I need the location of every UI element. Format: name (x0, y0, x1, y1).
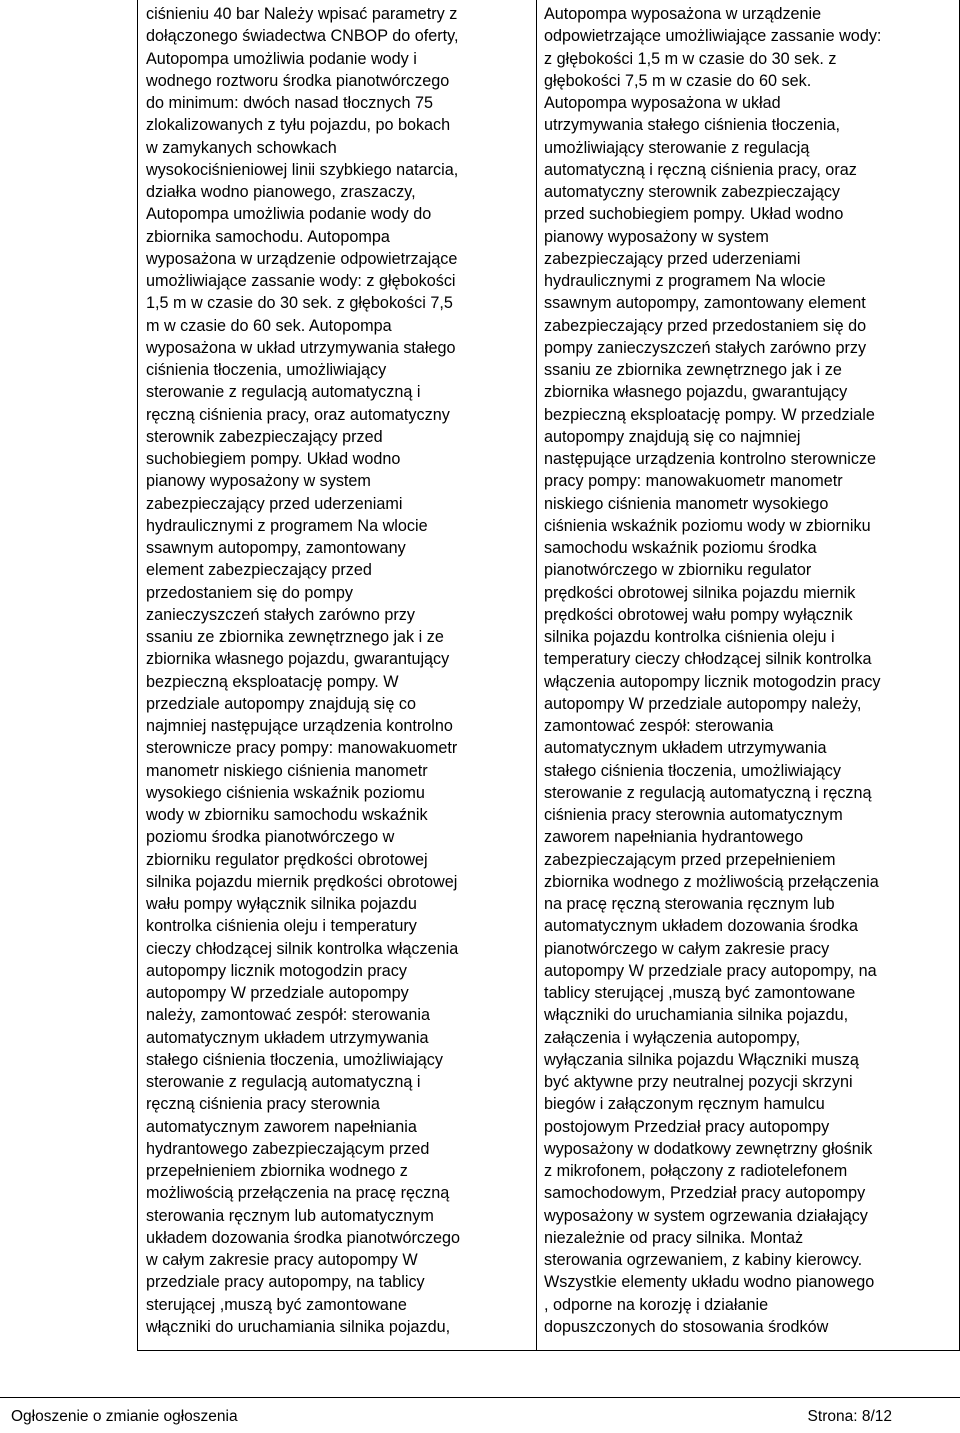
footer-rule (0, 1397, 960, 1398)
page-number: Strona: 8/12 (807, 1408, 892, 1425)
column-divider (536, 0, 537, 1350)
specification-table (137, 0, 960, 1351)
table-cell-right: Autopompa wyposażona w urządzenie odpowietrzające umożliwiające zassanie wody: z głębokości 1,5 m w czasie do 30 sek. z głębokości 7,5 m w czasie do 60 sek. Autopompa wyposażona w układ utrzymywania stałego ciśnienia tłoczenia, umożliwiający sterowanie z regulacją automatyczną i ręczną ciśnienia pracy, oraz automatyczny sterownik zabezpieczający przed suchobiegiem pompy. Układ wodno pianowy wyposażony w system zabezpieczający przed uderzeniami hydraulicznymi z programem Na wlocie ssawnym autopompy, zamontowany element zabezpieczający przed przedostaniem się do pompy zanieczyszczeń stałych zarówno przy ssaniu ze zbiornika zewnętrznego jak i ze zbiornika własnego pojazdu, gwarantujący bezpieczną eksploatację pompy. W przedziale autopompy znajdują się co najmniej następujące urządzenia kontrolno sterownicze pracy pompy: manowakuometr manometr niskiego ciśnienia manometr wysokiego ciśnienia wskaźnik poziomu wody w zbiorniku samochodu wskaźnik poziomu środka pianotwórczego w zbiorniku regulator prędkości obrotowej silnika pojazdu miernik prędkości obrotowej wału pompy wyłącznik silnika pojazdu kontrolka ciśnienia oleju i temperatury cieczy chłodzącej silnik kontrolka włączenia autopompy licznik motogodzin pracy autopompy W przedziale autopompy należy, zamontować zespół: sterowania automatycznym układem utrzymywania stałego ciśnienia tłoczenia, umożliwiający sterowanie z regulacją automatyczną i ręczną ciśnienia pracy sterownia automatycznym zaworem napełniania hydrantowego zabezpieczającym przed przepełnieniem zbiornika wodnego z możliwością przełączenia na pracę ręczną sterowania ręcznym lub automatycznym układem dozowania środka pianotwórczego w całym zakresie pracy autopompy W przedziale pracy autopompy, na tablicy sterującej ,muszą być zamontowane włączniki do uruchamiania silnika pojazdu, załączenia i wyłączenia autopompy, wyłączania silnika pojazdu Włączniki muszą być aktywne przy neutralnej pozycji skrzyni biegów i załączonym ręcznym hamulcu postojowym Przedział pracy autopompy wyposażony w dodatkowy zewnętrzny głośnik z mikrofonem, połączony z radiotelefonem samochodowym, Przedział pracy autopompy wyposażony w system ogrzewania działający niezależnie od pracy silnika. Montaż sterowania ogrzewaniem, z kabiny kierowcy. Wszystkie elementy układu wodno pianowego , odporne na korozję i działanie dopuszczonych do stosowania środków (544, 5, 882, 1336)
footer-title: Ogłoszenie o zmianie ogłoszenia (11, 1408, 238, 1425)
table-cell-left: ciśnieniu 40 bar Należy wpisać parametry z dołączonego świadectwa CNBOP do oferty, Autopompa umożliwia podanie wody i wodnego roztworu środka pianotwórczego do minimum: dwóch nasad tłocznych 75 zlokalizowanych z tyłu pojazdu, po bokach w zamykanych schowkach wysokociśnieniowej linii szybkiego natarcia, działka wodno pianowego, zraszaczy, Autopompa umożliwia podanie wody do zbiornika samochodu. Autopompa wyposażona w urządzenie odpowietrzające umożliwiające zassanie wody: z głębokości 1,5 m w czasie do 30 sek. z głębokości 7,5 m w czasie do 60 sek. Autopompa wyposażona w układ utrzymywania stałego ciśnienia tłoczenia, umożliwiający sterowanie z regulacją automatyczną i ręczną ciśnienia pracy, oraz automatyczny sterownik zabezpieczający przed suchobiegiem pompy. Układ wodno pianowy wyposażony w system zabezpieczający przed uderzeniami hydraulicznymi z programem Na wlocie ssawnym autopompy, zamontowany element zabezpieczający przed przedostaniem się do pompy zanieczyszczeń stałych zarówno przy ssaniu ze zbiornika zewnętrznego jak i ze zbiornika własnego pojazdu, gwarantujący bezpieczną eksploatację pompy. W przedziale autopompy znajdują się co najmniej następujące urządzenia kontrolno sterownicze pracy pompy: manowakuometr manometr niskiego ciśnienia manometr wysokiego ciśnienia wskaźnik poziomu wody w zbiorniku samochodu wskaźnik poziomu środka pianotwórczego w zbiorniku regulator prędkości obrotowej silnika pojazdu miernik prędkości obrotowej wału pompy wyłącznik silnika pojazdu kontrolka ciśnienia oleju i temperatury cieczy chłodzącej silnik kontrolka włączenia autopompy licznik motogodzin pracy autopompy W przedziale autopompy należy, zamontować zespół: sterowania automatycznym układem utrzymywania stałego ciśnienia tłoczenia, umożliwiający sterowanie z regulacją automatyczną i ręczną ciśnienia pracy sterownia automatycznym zaworem napełniania hydrantowego zabezpieczającym przed przepełnieniem zbiornika wodnego z możliwością przełączenia na pracę ręczną sterowania ręcznym lub automatycznym układem dozowania środka pianotwórczego w całym zakresie pracy autopompy W przedziale pracy autopompy, na tablicy sterującej ,muszą być zamontowane włączniki do uruchamiania silnika pojazdu, (146, 5, 461, 1336)
